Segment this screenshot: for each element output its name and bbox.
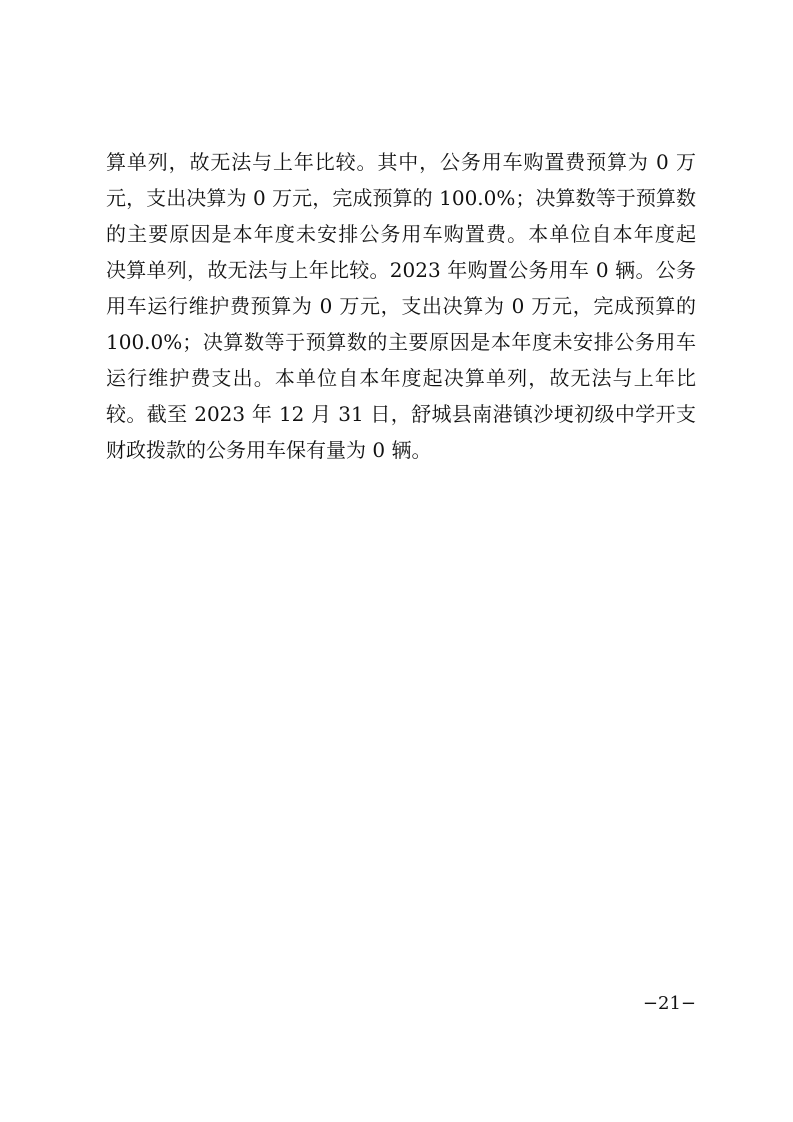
paragraph-line-5: 用车运行维护费预算为 0 万元，支出决算为 0 万元，完成预算的 xyxy=(106,294,696,318)
body-paragraph xyxy=(106,144,696,468)
paragraph-line-1: 算单列，故无法与上年比较。其中，公务用车购置费预算为 0 万 xyxy=(106,150,696,174)
paragraph-line-9: 财政拨款的公务用车保有量为 0 辆。 xyxy=(106,438,432,462)
paragraph-line-2: 元，支出决算为 0 万元，完成预算的 100.0%；决算数等于预算数 xyxy=(106,186,696,210)
paragraph-line-6: 100.0%；决算数等于预算数的主要原因是本年度未安排公务用车 xyxy=(106,330,696,354)
paragraph-line-3: 的主要原因是本年度未安排公务用车购置费。本单位自本年度起 xyxy=(106,222,696,246)
paragraph-line-7: 运行维护费支出。本单位自本年度起决算单列，故无法与上年比 xyxy=(106,366,696,390)
paragraph-line-4: 决算单列，故无法与上年比较。2023 年购置公务用车 0 辆。公务 xyxy=(106,258,696,282)
page-number: −21− xyxy=(642,993,696,1014)
paragraph-line-8: 较。截至 2023 年 12 月 31 日，舒城县南港镇沙埂初级中学开支 xyxy=(106,402,696,426)
